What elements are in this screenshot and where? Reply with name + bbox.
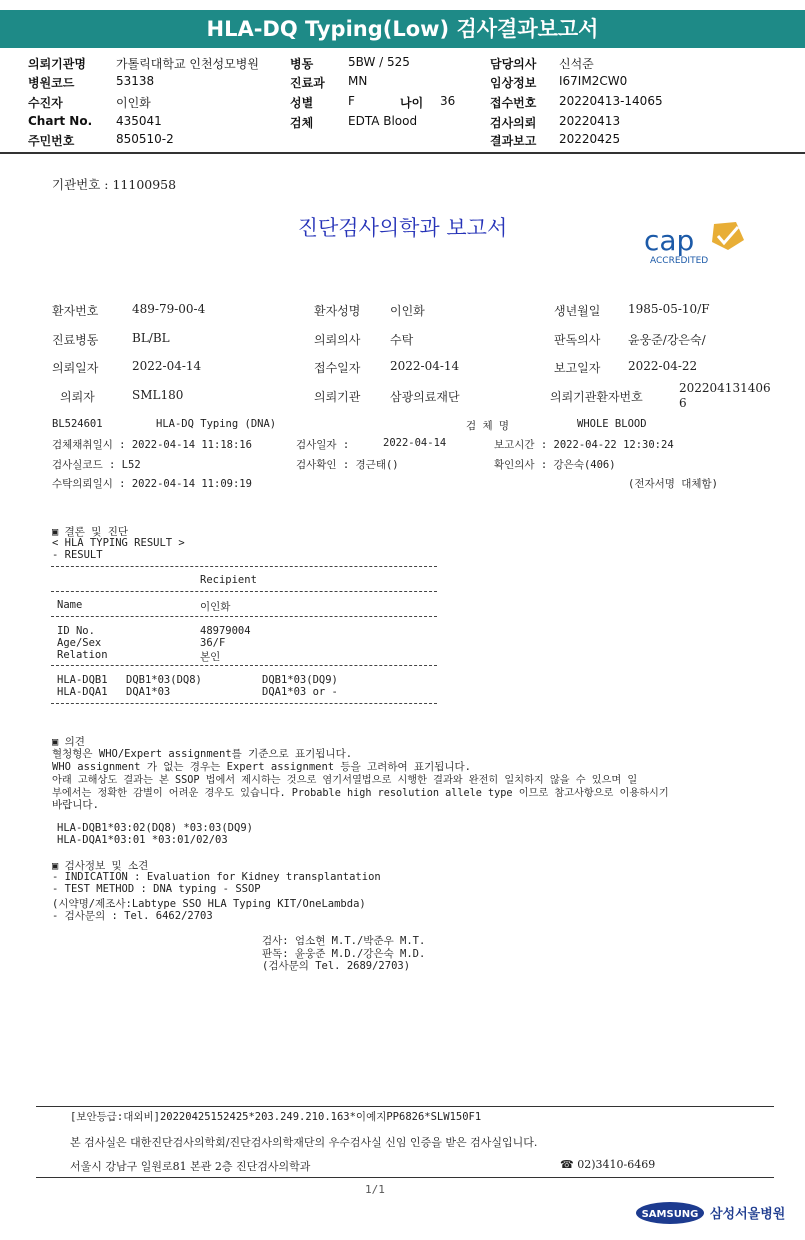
header-label: 검사의뢰 — [490, 116, 537, 130]
header-value: 5BW / 525 — [348, 55, 410, 69]
header-label: 수진자 — [28, 96, 63, 110]
patient-info-label: 진료병동 — [52, 333, 99, 347]
dqa1-allele-2: DQA1*03 or - — [262, 686, 338, 698]
signature-line: 판독: 윤웅준 M.D./강은숙 M.D. — [262, 948, 426, 960]
divider — [51, 703, 437, 704]
patient-info-label: 생년월일 — [554, 304, 601, 318]
lab-address: 서울시 강남구 일원로81 본관 2층 진단검사의학과 — [70, 1160, 311, 1173]
patient-info-value: 삼광의료재단 — [390, 390, 460, 404]
collection-time: 검체채취일시 : 2022-04-14 11:18:16 — [52, 439, 252, 451]
page-number: 1/1 — [365, 1183, 385, 1196]
lab-phone: ☎ 02)3410-6469 — [560, 1158, 656, 1171]
patient-info-value: 202204131406 — [679, 381, 771, 395]
footer-divider — [36, 1177, 774, 1178]
test-code: BL524601 — [52, 418, 103, 430]
certification-notice: 본 검사실은 대한진단검사의학회/진단검사의학재단의 우수검사실 신임 인증을 받은 검사실입니다. — [70, 1136, 538, 1149]
result-subtitle: < HLA TYPING RESULT > — [52, 537, 185, 549]
patient-info-label: 의뢰기관 — [314, 390, 361, 404]
patient-info-label: 판독의사 — [554, 333, 601, 347]
header-label: 검체 — [290, 116, 314, 130]
opinion-line: 바랍니다. — [52, 799, 99, 811]
dqb1-label: HLA-DQB1 — [57, 674, 108, 686]
report-title: HLA-DQ Typing(Low) 검사결과보고서 — [0, 10, 805, 48]
report-heading: 진단검사의학과 보고서 — [297, 216, 508, 240]
header-value: MN — [348, 74, 368, 88]
opinion-line: 혈청형은 WHO/Expert assignment를 기준으로 표기됩니다. — [52, 748, 353, 760]
patient-info-value: BL/BL — [132, 331, 170, 345]
agesex-label: Age/Sex — [57, 637, 102, 649]
patient-info-label: 접수일자 — [314, 361, 361, 375]
header-info — [28, 55, 785, 151]
header-value: 신석준 — [559, 57, 594, 71]
specimen-value: WHOLE BLOOD — [577, 418, 647, 430]
header-label: 의뢰기관명 — [28, 57, 86, 71]
patient-info-value: 6 — [679, 396, 687, 410]
test-date-label: 검사일자 : — [296, 439, 350, 451]
samsung-hospital-logo — [636, 1200, 786, 1230]
result-subtitle: - RESULT — [52, 549, 103, 561]
patient-info-label: 보고일자 — [554, 361, 601, 375]
signature-line: (검사문의 Tel. 2689/2703) — [262, 960, 411, 972]
header-label: 진료과 — [290, 76, 325, 90]
samsung-brand-text: SAMSUNG — [641, 1209, 699, 1220]
patient-info-value: 수탁 — [390, 333, 414, 347]
opinion-line: 부에서는 정확한 감별이 어려운 경우도 있습니다. Probable high resolution allele type 이므로 참고사항으로 이용하시기 — [52, 788, 669, 799]
header-value: I67IM2CW0 — [559, 74, 628, 88]
test-info-line: - INDICATION : Evaluation for Kidney transplantation — [52, 871, 381, 883]
cap-logo-text: cap — [644, 224, 695, 257]
patient-info-value: 2022-04-22 — [628, 359, 698, 373]
patient-info-value: 윤웅준/강은숙/ — [628, 333, 706, 347]
patient-info-value: 이인화 — [390, 304, 425, 318]
patient-info-label: 의뢰기관환자번호 — [550, 390, 643, 404]
opinion-line: 아래 고해상도 결과는 본 SSOP 법에서 제시하는 것으로 염기서열법으로 시행한 결과와 완전히 일치하지 않을 수 있으며 일 — [52, 775, 638, 786]
header-value: 435041 — [116, 114, 162, 128]
test-info-line: - 검사문의 : Tel. 6462/2703 — [52, 910, 213, 922]
hospital-name-text: 삼성서울병원 — [710, 1207, 786, 1222]
name-value: 이인화 — [200, 601, 231, 613]
relation-value: 본인 — [200, 651, 221, 663]
result-section-title: ▣ 결론 및 진단 — [52, 526, 129, 538]
patient-info-value: 489-79-00-4 — [132, 302, 206, 316]
header-label: 성별 — [290, 96, 314, 110]
security-notice: [보안등급:대외비]20220425152425*203.249.210.163*이예지PP6826*SLW150F1 — [70, 1111, 482, 1123]
header-label: 병동 — [290, 57, 314, 71]
divider — [51, 616, 437, 617]
dqa1-allele-1: DQA1*03 — [126, 686, 171, 698]
header-value: 20220425 — [559, 132, 621, 146]
patient-info-value: 2022-04-14 — [390, 359, 460, 373]
header-label: 임상정보 — [490, 76, 537, 90]
report-time: 보고시간 : 2022-04-22 12:30:24 — [494, 439, 674, 451]
dqb1-allele-2: DQB1*03(DQ9) — [262, 674, 338, 686]
divider — [51, 665, 437, 666]
header-label: 주민번호 — [28, 134, 75, 148]
footer-divider — [36, 1106, 774, 1107]
header-value: 20220413 — [559, 114, 621, 128]
header-value: F — [348, 94, 355, 108]
recipient-header: Recipient — [200, 574, 257, 586]
opinion-title: ▣ 의견 — [52, 736, 85, 748]
patient-info-value: SML180 — [132, 388, 184, 402]
high-res-dqb1: HLA-DQB1*03:02(DQ8) *03:03(DQ9) — [57, 822, 253, 834]
patient-info-label: 환자번호 — [52, 304, 99, 318]
test-confirm: 검사확인 : 경근태() — [296, 459, 399, 471]
lab-code: 검사실코드 : L52 — [52, 459, 141, 471]
header-value: EDTA Blood — [348, 114, 418, 128]
header-label: 결과보고 — [490, 134, 537, 148]
patient-info-label: 의뢰의사 — [314, 333, 361, 347]
patient-info-label: 의뢰일자 — [52, 361, 99, 375]
test-info-line: - TEST METHOD : DNA typing - SSOP — [52, 883, 261, 895]
cap-logo-sub: ACCREDITED — [650, 256, 709, 266]
agesex-value: 36/F — [200, 637, 226, 649]
header-value: 850510-2 — [116, 132, 174, 146]
test-info-title: ▣ 검사정보 및 소견 — [52, 860, 149, 872]
header-label: 담당의사 — [490, 57, 537, 71]
test-date-value: 2022-04-14 — [383, 437, 447, 449]
high-res-dqa1: HLA-DQA1*03:01 *03:01/02/03 — [57, 834, 228, 846]
id-label: ID No. — [57, 625, 95, 637]
outsource-time: 수탁의뢰일시 : 2022-04-14 11:09:19 — [52, 478, 252, 490]
divider — [51, 566, 437, 567]
confirm-doctor: 확인의사 : 강은숙(406) — [494, 459, 616, 471]
patient-info-value: 1985-05-10/F — [628, 302, 710, 316]
patient-info-label: 의뢰자 — [60, 390, 95, 404]
patient-info-label: 환자성명 — [314, 304, 361, 318]
header-label: 나이 — [400, 96, 424, 110]
patient-info-value: 2022-04-14 — [132, 359, 202, 373]
relation-label: Relation — [57, 649, 108, 661]
name-label: Name — [57, 599, 83, 611]
header-label: 병원코드 — [28, 76, 75, 90]
header-divider — [0, 152, 805, 154]
header-value: 가톨릭대학교 인천성모병원 — [116, 57, 259, 71]
header-value: 53138 — [116, 74, 155, 88]
cap-accredited-logo — [644, 218, 748, 266]
header-label: 접수번호 — [490, 96, 537, 110]
opinion-line: WHO assignment 가 없는 경우는 Expert assignment 등을 고려하여 표기됩니다. — [52, 761, 471, 773]
dqb1-allele-1: DQB1*03(DQ8) — [126, 674, 202, 686]
divider — [51, 591, 437, 592]
signature-line: 검사: 엄소현 M.T./박준우 M.T. — [262, 935, 426, 947]
id-value: 48979004 — [200, 625, 251, 637]
test-name: HLA-DQ Typing (DNA) — [156, 418, 277, 430]
header-value: 20220413-14065 — [559, 94, 663, 108]
institution-number: 기관번호 : 11100958 — [52, 177, 177, 192]
header-value: 36 — [440, 94, 456, 108]
e-signature-note: (전자서명 대체함) — [628, 478, 718, 490]
header-value: 이인화 — [116, 96, 151, 110]
dqa1-label: HLA-DQA1 — [57, 686, 108, 698]
specimen-label: 검 체 명 — [466, 420, 510, 432]
header-label: Chart No. — [28, 114, 93, 128]
test-info-line: (시약명/제조사:Labtype SSO HLA Typing KIT/OneLambda) — [52, 898, 366, 910]
